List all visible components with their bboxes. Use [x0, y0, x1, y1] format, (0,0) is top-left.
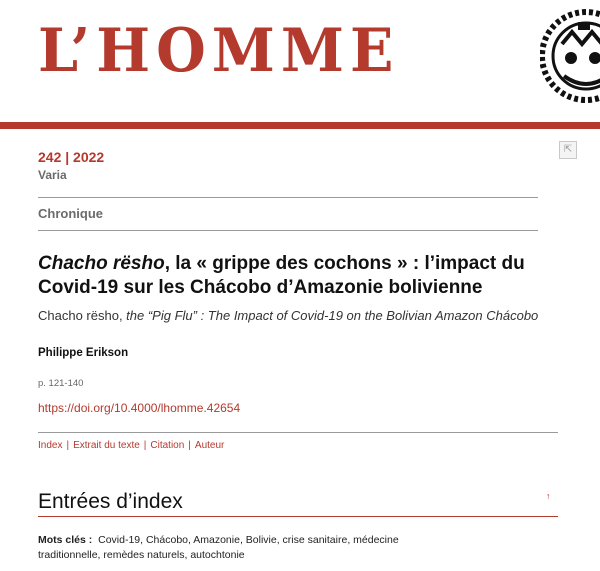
issue-section: Varia	[38, 168, 67, 182]
article-title-italic: Chacho rësho	[38, 253, 165, 274]
journal-seal-icon	[540, 0, 600, 122]
tab-separator: |	[143, 440, 147, 451]
translated-title-italic: the “Pig Flu” : The Impact of Covid-19 on the Bolivian Amazon Chácobo	[126, 308, 539, 323]
article-tabs	[38, 440, 224, 451]
header-rule	[0, 122, 600, 129]
index-rule	[38, 516, 558, 517]
tab-index[interactable]: Index	[38, 440, 63, 451]
tab-extrait[interactable]: Extrait du texte	[73, 440, 140, 451]
journal-logo-wordmark[interactable]: L’HOMME	[38, 15, 400, 86]
divider	[38, 197, 538, 198]
divider	[38, 432, 558, 433]
tab-citation[interactable]: Citation	[150, 440, 185, 451]
tab-auteur[interactable]: Auteur	[194, 440, 225, 451]
keywords-label: Mots clés :	[38, 534, 93, 546]
issue-number[interactable]: 242 | 2022	[38, 149, 105, 165]
keywords	[38, 533, 458, 563]
page-range: p. 121-140	[38, 378, 84, 389]
back-arrow-icon[interactable]: ⇱	[559, 141, 577, 159]
keywords-list[interactable]: Covid-19, Chácobo, Amazonie, Bolivie, crise sanitaire, médecine traditionnelle, remèdes naturels, autochtonie	[38, 534, 399, 561]
article-title	[38, 252, 558, 300]
article-title-rest: , la « grippe des cochons » : l’impact du Covid-19 sur les Chácobo d’Amazonie bolivienne	[38, 253, 525, 298]
article-author[interactable]: Philippe Erikson	[38, 347, 129, 359]
article-rubric: Chronique	[38, 206, 103, 221]
translated-title-plain: Chacho rësho,	[38, 308, 127, 323]
masthead	[0, 0, 600, 122]
tab-separator: |	[188, 440, 191, 451]
doi-link[interactable]: https://doi.org/10.4000/lhomme.42654	[38, 401, 241, 415]
arrow-up-icon[interactable]: ↑	[546, 491, 551, 501]
index-heading: Entrées d’index	[38, 490, 183, 513]
tab-separator: |	[66, 440, 70, 451]
article-translated-title	[38, 308, 578, 323]
divider	[38, 230, 538, 231]
